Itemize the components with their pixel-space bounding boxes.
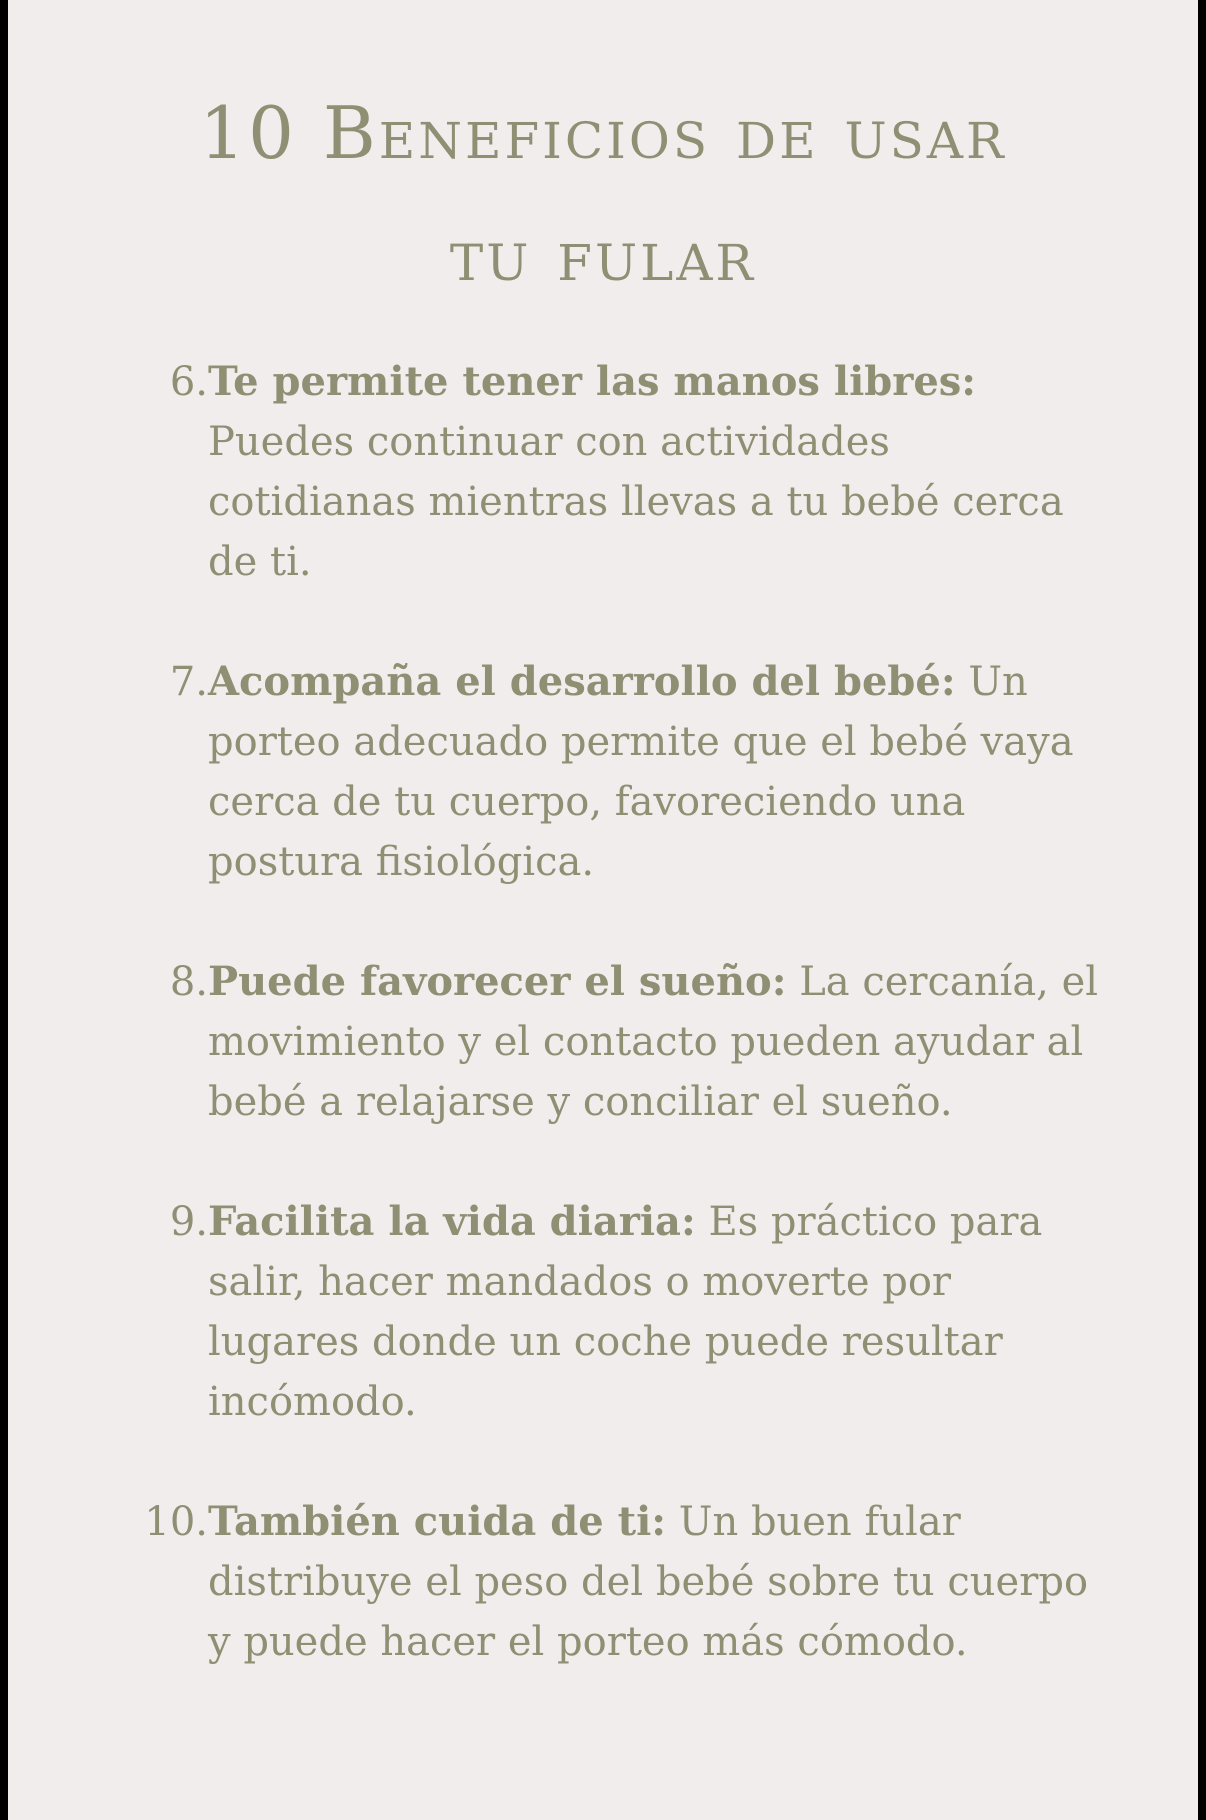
item-text bbox=[208, 352, 1108, 592]
item-body: Un buen fular distribuye el peso del bebé sobre tu cuerpo y puede hacer el porteo más cómodo. bbox=[208, 1499, 1089, 1665]
item-number: 7. bbox=[169, 659, 208, 705]
item-body: Es práctico para salir, hacer mandados o moverte por lugares donde un coche puede resultar incómodo. bbox=[208, 1199, 1043, 1425]
list-item bbox=[8, 652, 1198, 892]
benefits-list bbox=[8, 352, 1198, 1732]
item-heading: Te permite tener las manos libres: bbox=[208, 358, 977, 405]
list-item bbox=[8, 1192, 1198, 1432]
item-text bbox=[208, 1192, 1108, 1432]
item-body: Puedes continuar con actividades cotidianas mientras llevas a tu bebé cerca de ti. bbox=[208, 419, 1064, 585]
title-line-2: tu fular bbox=[449, 213, 757, 297]
item-text bbox=[208, 952, 1108, 1132]
item-number: 9. bbox=[169, 1199, 208, 1245]
item-body: La cercanía, el movimiento y el contacto pueden ayudar al bebé a relajarse y conciliar el sueño. bbox=[208, 959, 1099, 1125]
list-item bbox=[8, 1492, 1198, 1672]
item-heading: Puede favorecer el sueño: bbox=[208, 958, 787, 1005]
item-number: 8. bbox=[169, 959, 208, 1005]
item-text bbox=[208, 1492, 1108, 1672]
item-number: 10. bbox=[144, 1499, 208, 1545]
title-line-1: 10 Beneficios de usar bbox=[199, 91, 1007, 175]
page-title bbox=[0, 72, 1206, 316]
item-heading: Facilita la vida diaria: bbox=[208, 1198, 696, 1245]
item-heading: También cuida de ti: bbox=[208, 1498, 667, 1545]
page-card bbox=[8, 0, 1198, 1820]
item-body: Un porteo adecuado permite que el bebé vaya cerca de tu cuerpo, favoreciendo una postura fisiológica. bbox=[208, 659, 1074, 885]
item-heading: Acompaña el desarrollo del bebé: bbox=[208, 658, 956, 705]
list-item bbox=[8, 952, 1198, 1132]
list-item bbox=[8, 352, 1198, 592]
item-text bbox=[208, 652, 1108, 892]
item-number: 6. bbox=[169, 359, 208, 405]
